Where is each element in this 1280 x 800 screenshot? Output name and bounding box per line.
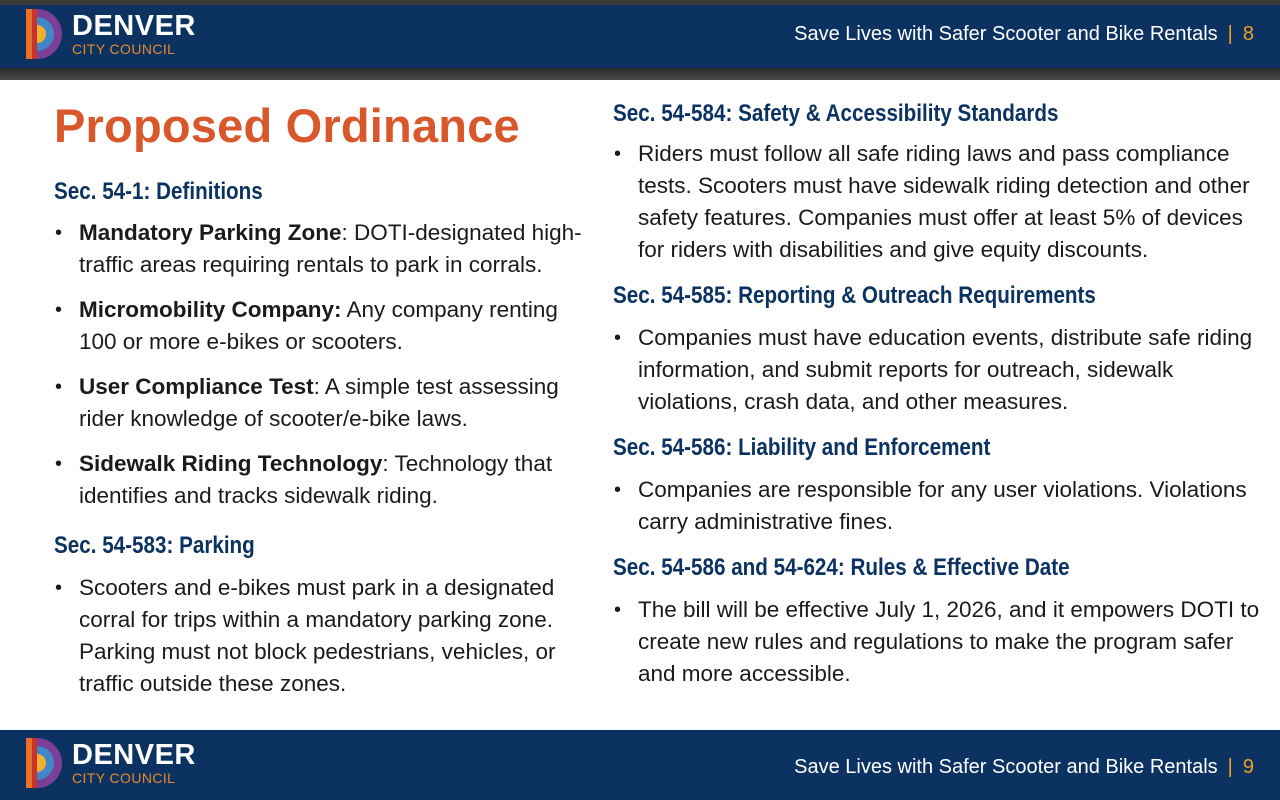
section-heading-definitions: Sec. 54-1: Definitions xyxy=(54,178,263,205)
bullet-text: : DOTI-designated high-traffic areas requiring rentals to park in corrals. xyxy=(79,220,582,277)
slide-title: Proposed Ordinance xyxy=(54,99,520,152)
section-heading-parking: Sec. 54-583: Parking xyxy=(54,532,255,559)
brand-name: DENVER xyxy=(72,10,196,42)
safety-list xyxy=(613,138,1263,266)
denver-d-logo-icon xyxy=(26,738,64,788)
brand-name: DENVER xyxy=(72,739,196,771)
page-number: 8 xyxy=(1242,23,1254,45)
header-bottom-right xyxy=(794,756,1254,779)
bullet-text: Riders must follow all safe riding laws and pass compliance tests. Scooters must have sidewalk riding detection and other safety features. Companies must offer at least 5% of devices for riders with disabilities and give equity discounts. xyxy=(638,141,1250,262)
list-item xyxy=(54,448,584,512)
list-item xyxy=(613,138,1263,266)
presentation-title: Save Lives with Safer Scooter and Bike Rentals xyxy=(794,756,1218,778)
header-shadow-band xyxy=(0,68,1280,80)
section-heading-liability: Sec. 54-586: Liability and Enforcement xyxy=(613,434,991,461)
list-item xyxy=(613,322,1263,418)
bullet-text: Companies must have education events, distribute safe riding information, and submit reports for outreach, sidewalk violations, crash data, and other measures. xyxy=(638,325,1253,414)
parking-list xyxy=(54,572,584,700)
list-item xyxy=(613,474,1263,538)
section-heading-rules: Sec. 54-586 and 54-624: Rules & Effective Date xyxy=(613,554,1070,581)
list-item xyxy=(54,294,584,358)
bullet-text: Any company renting 100 or more e-bikes or scooters. xyxy=(79,297,558,354)
denver-d-logo-icon xyxy=(26,9,64,59)
bullet-text: Scooters and e-bikes must park in a designated corral for trips within a mandatory parking zone. Parking must not block pedestrians, vehicles, or traffic outside these zones. xyxy=(79,575,556,696)
left-column xyxy=(54,178,584,700)
bullet-term: User Compliance Test xyxy=(79,374,314,399)
list-item xyxy=(613,594,1263,690)
bullet-text: : Technology that identifies and tracks sidewalk riding. xyxy=(79,451,553,508)
bullet-term: Mandatory Parking Zone xyxy=(79,220,342,245)
section-heading-reporting: Sec. 54-585: Reporting & Outreach Requirements xyxy=(613,282,1096,309)
slide-body xyxy=(0,80,1280,730)
page-number: 9 xyxy=(1242,756,1254,778)
bullet-text: : A simple test assessing rider knowledge of scooter/e-bike laws. xyxy=(79,374,559,431)
list-item xyxy=(54,572,584,700)
brand-subtitle: CITY COUNCIL xyxy=(72,770,176,786)
denver-council-logo xyxy=(26,9,196,59)
header-separator: | xyxy=(1227,23,1233,45)
bullet-text: Companies are responsible for any user violations. Violations carry administrative fines. xyxy=(638,477,1247,534)
header-top-right xyxy=(794,23,1254,46)
right-column xyxy=(613,100,1263,690)
header-separator: | xyxy=(1227,756,1233,778)
brand-subtitle: CITY COUNCIL xyxy=(72,41,176,57)
bullet-term: Micromobility Company: xyxy=(79,297,342,322)
denver-council-logo xyxy=(26,738,196,788)
bullet-term: Sidewalk Riding Technology xyxy=(79,451,383,476)
section-heading-safety: Sec. 54-584: Safety & Accessibility Standards xyxy=(613,100,1059,127)
definitions-list xyxy=(54,217,584,512)
bullet-text: The bill will be effective July 1, 2026, and it empowers DOTI to create new rules and regulations to make the program safer and more accessible. xyxy=(638,597,1260,686)
header-top xyxy=(0,5,1280,68)
liability-list xyxy=(613,474,1263,538)
list-item xyxy=(54,217,584,281)
list-item xyxy=(54,371,584,435)
reporting-list xyxy=(613,322,1263,418)
rules-list xyxy=(613,594,1263,690)
presentation-title: Save Lives with Safer Scooter and Bike Rentals xyxy=(794,23,1218,45)
header-bottom xyxy=(0,730,1280,800)
